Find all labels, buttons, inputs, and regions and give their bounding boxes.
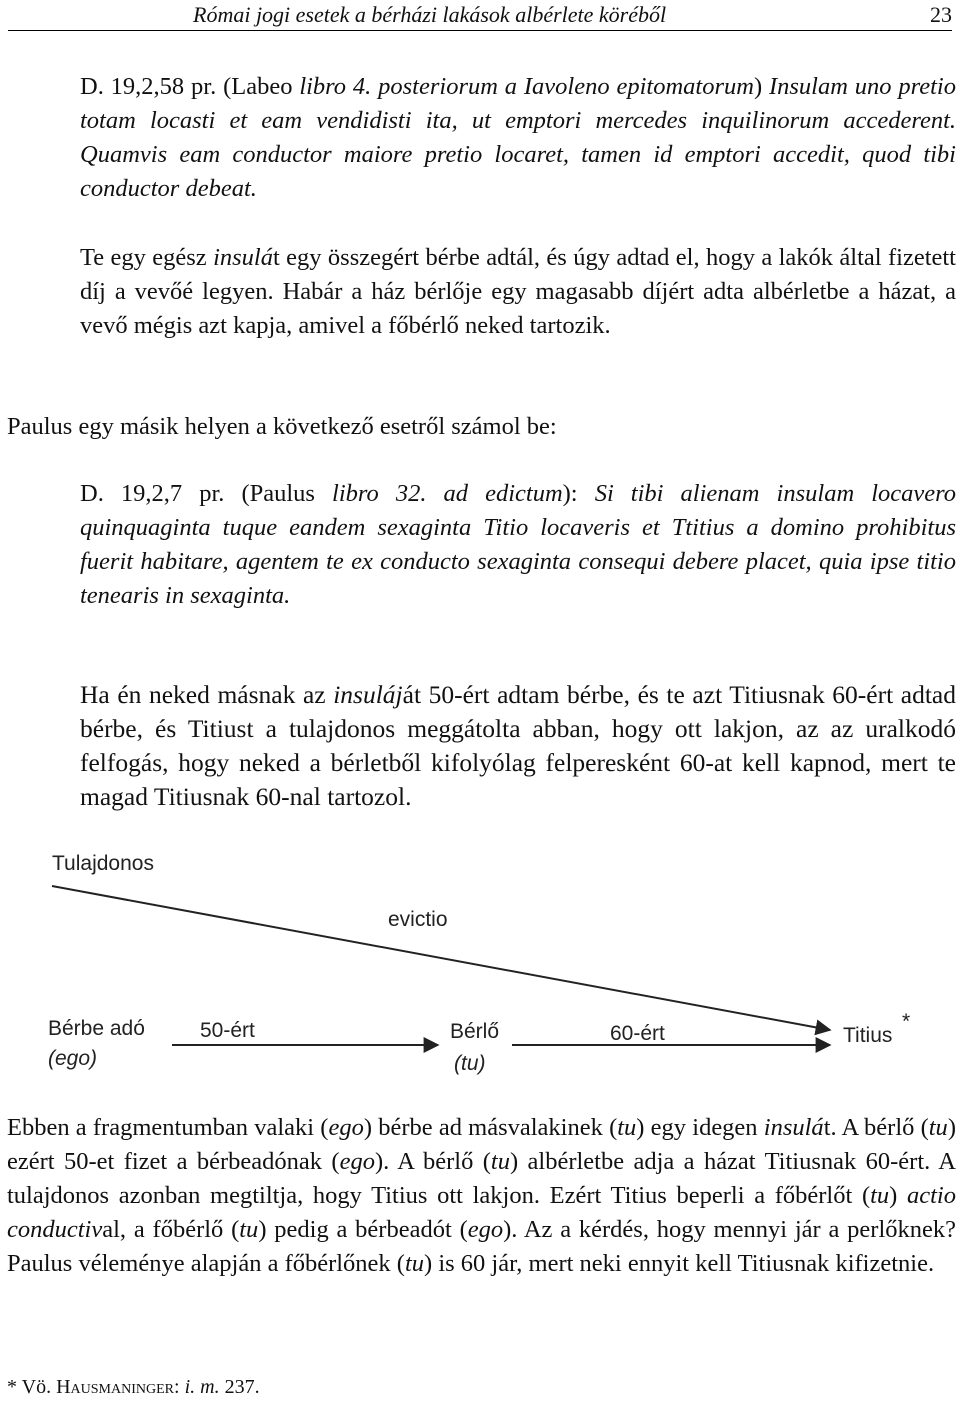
owner-label: Tulajdonos [52,852,154,875]
summary-text [7,1111,956,1281]
lessor-role: (ego) [48,1047,98,1070]
summary-paragraph [7,1111,956,1281]
italic-run: insuláj [333,680,403,709]
latin-quote-paulus-text [80,477,956,613]
text-run: Ebben a fragmentumban valaki ( [7,1114,329,1141]
text-run: al, a főbérlő ( [102,1216,240,1243]
italic-run: tu [870,1182,890,1209]
text-run: 50-ért adtam bérbe, és te azt Titiusnak 60-ért adtad bérbe, és Titiust a tulajdonos meggátolta abban, hogy ott lakjon, az az uralkodó felfogás, hogy neked a bérletből kifolyólag felperesként 60-at kell kapnod, mert te magad Titiusnak 60-nal tartozol. [80,680,956,811]
italic-run: insulá [213,244,273,271]
text-run: ) albérletbe adja a házat Titiusnak 60-ért. A tulajdonos azonban megtiltja, hogy Titius ott lakjon. Ezért Titius beperli a főbérlőt ( [7,1148,956,1209]
translation-text [80,678,956,814]
text-run: ) [889,1182,907,1209]
footnote-page: 237. [219,1376,260,1398]
text-run: Te egy egész [80,244,214,271]
text-run: t. A bérlő ( [823,1114,929,1141]
italic-run: tu [617,1114,637,1141]
footnote-ibid: i. m. [184,1376,220,1398]
italic-run: tu [928,1114,948,1141]
italic-run: actio conductiv [7,1182,956,1243]
citation-ref: D. 19,2,7 pr. (Paulus [80,480,333,507]
footnote-prefix: * Vö. [7,1376,57,1398]
latin-quote-labeo-text [80,70,956,206]
text-run: ). Az a kérdés, hogy mennyi jár a perlőknek? Paulus véleménye alapján a főbérlőnek ( [7,1216,956,1277]
footnote-sep: : [174,1376,185,1398]
citation-close: ): [562,480,578,507]
citation-work: libro 32. ad edictum [332,480,563,507]
hungarian-translation-2 [80,678,956,814]
text-run: Ha én neked másnak az [80,680,334,709]
italic-run: insulá [763,1114,824,1141]
italic-run: tu [404,1250,425,1277]
latin-quote-labeo [80,70,956,206]
tenant-label: Bérlő [450,1020,500,1043]
text-run: ) ezért 50-et fizet a bérbeadónak ( [7,1114,956,1175]
lease-diagram [40,838,940,1088]
lessor-label: Bérbe adó [48,1017,145,1040]
italic-run: tu [239,1216,259,1243]
text-run: ) bérbe ad másvalakinek ( [363,1114,618,1141]
italic-run: ego [339,1148,375,1175]
citation-ref: D. 19,2,58 pr. (Labeo [80,73,300,100]
citation-close: ) [753,73,763,100]
intro-text: Paulus egy másik helyen a következő esetről számol be: [7,413,557,440]
italic-run: ego [328,1114,364,1141]
subtenant-label: Titius [843,1024,893,1047]
price-label-2: 60-ért [610,1022,665,1045]
text-run: ) pedig a bérbeadót ( [258,1216,468,1243]
text-run: ) egy idegen [636,1114,764,1141]
citation-work: libro 4. posteriorum a Iavoleno epitomatorum [299,73,754,100]
translation-text [80,241,956,343]
running-header [8,0,952,31]
evictio-label: evictio [388,908,448,931]
price-label-1: 50-ért [200,1019,255,1042]
intro-paragraph [7,410,956,444]
tenant-role: (tu) [454,1052,486,1075]
text-run: ) is 60 jár, mert neki ennyit kell Titiusnak kifizetnie. [424,1250,935,1277]
latin-text: Insulam uno pretio totam locasti et eam vendidisti ita, ut emptori mercedes inquilinorum accederent. Quamvis eam conductor maiore pretio locaret, tamen id emptori accedit, quod tibi conductor debeat. [80,73,956,202]
latin-text: Si tibi alienam insulam locavero quinquaginta tuque eandem sexaginta Titio locaveris et Ttitius a domino prohibitus fuerit habitare, agentem te ex conducto sexaginta consequi debere placet, quia ipse titio tenearis in sexaginta. [80,480,957,609]
latin-quote-paulus [80,477,956,613]
footnote-author: Hausmaninger [56,1376,174,1398]
text-run: át [402,680,422,709]
text-run: ). A bérlő ( [374,1148,491,1175]
footnote [7,1376,260,1399]
text-run: t egy összegért bérbe adtál, és úgy adtad el, hogy a lakók által fizetett díj a vevőé legyen. Habár a ház bérlője egy magasabb díjért adta albérletbe a házat, a vevő mégis azt kapja, amivel a főbérlő neked tartozik. [80,244,956,339]
header-title: Római jogi esetek a bérházi lakások albérlete köréből [193,2,667,27]
footnote-mark: * [902,1010,911,1033]
italic-run: ego [467,1216,504,1243]
page-number: 23 [930,2,952,27]
hungarian-translation-1 [80,241,956,343]
italic-run: tu [490,1148,510,1175]
